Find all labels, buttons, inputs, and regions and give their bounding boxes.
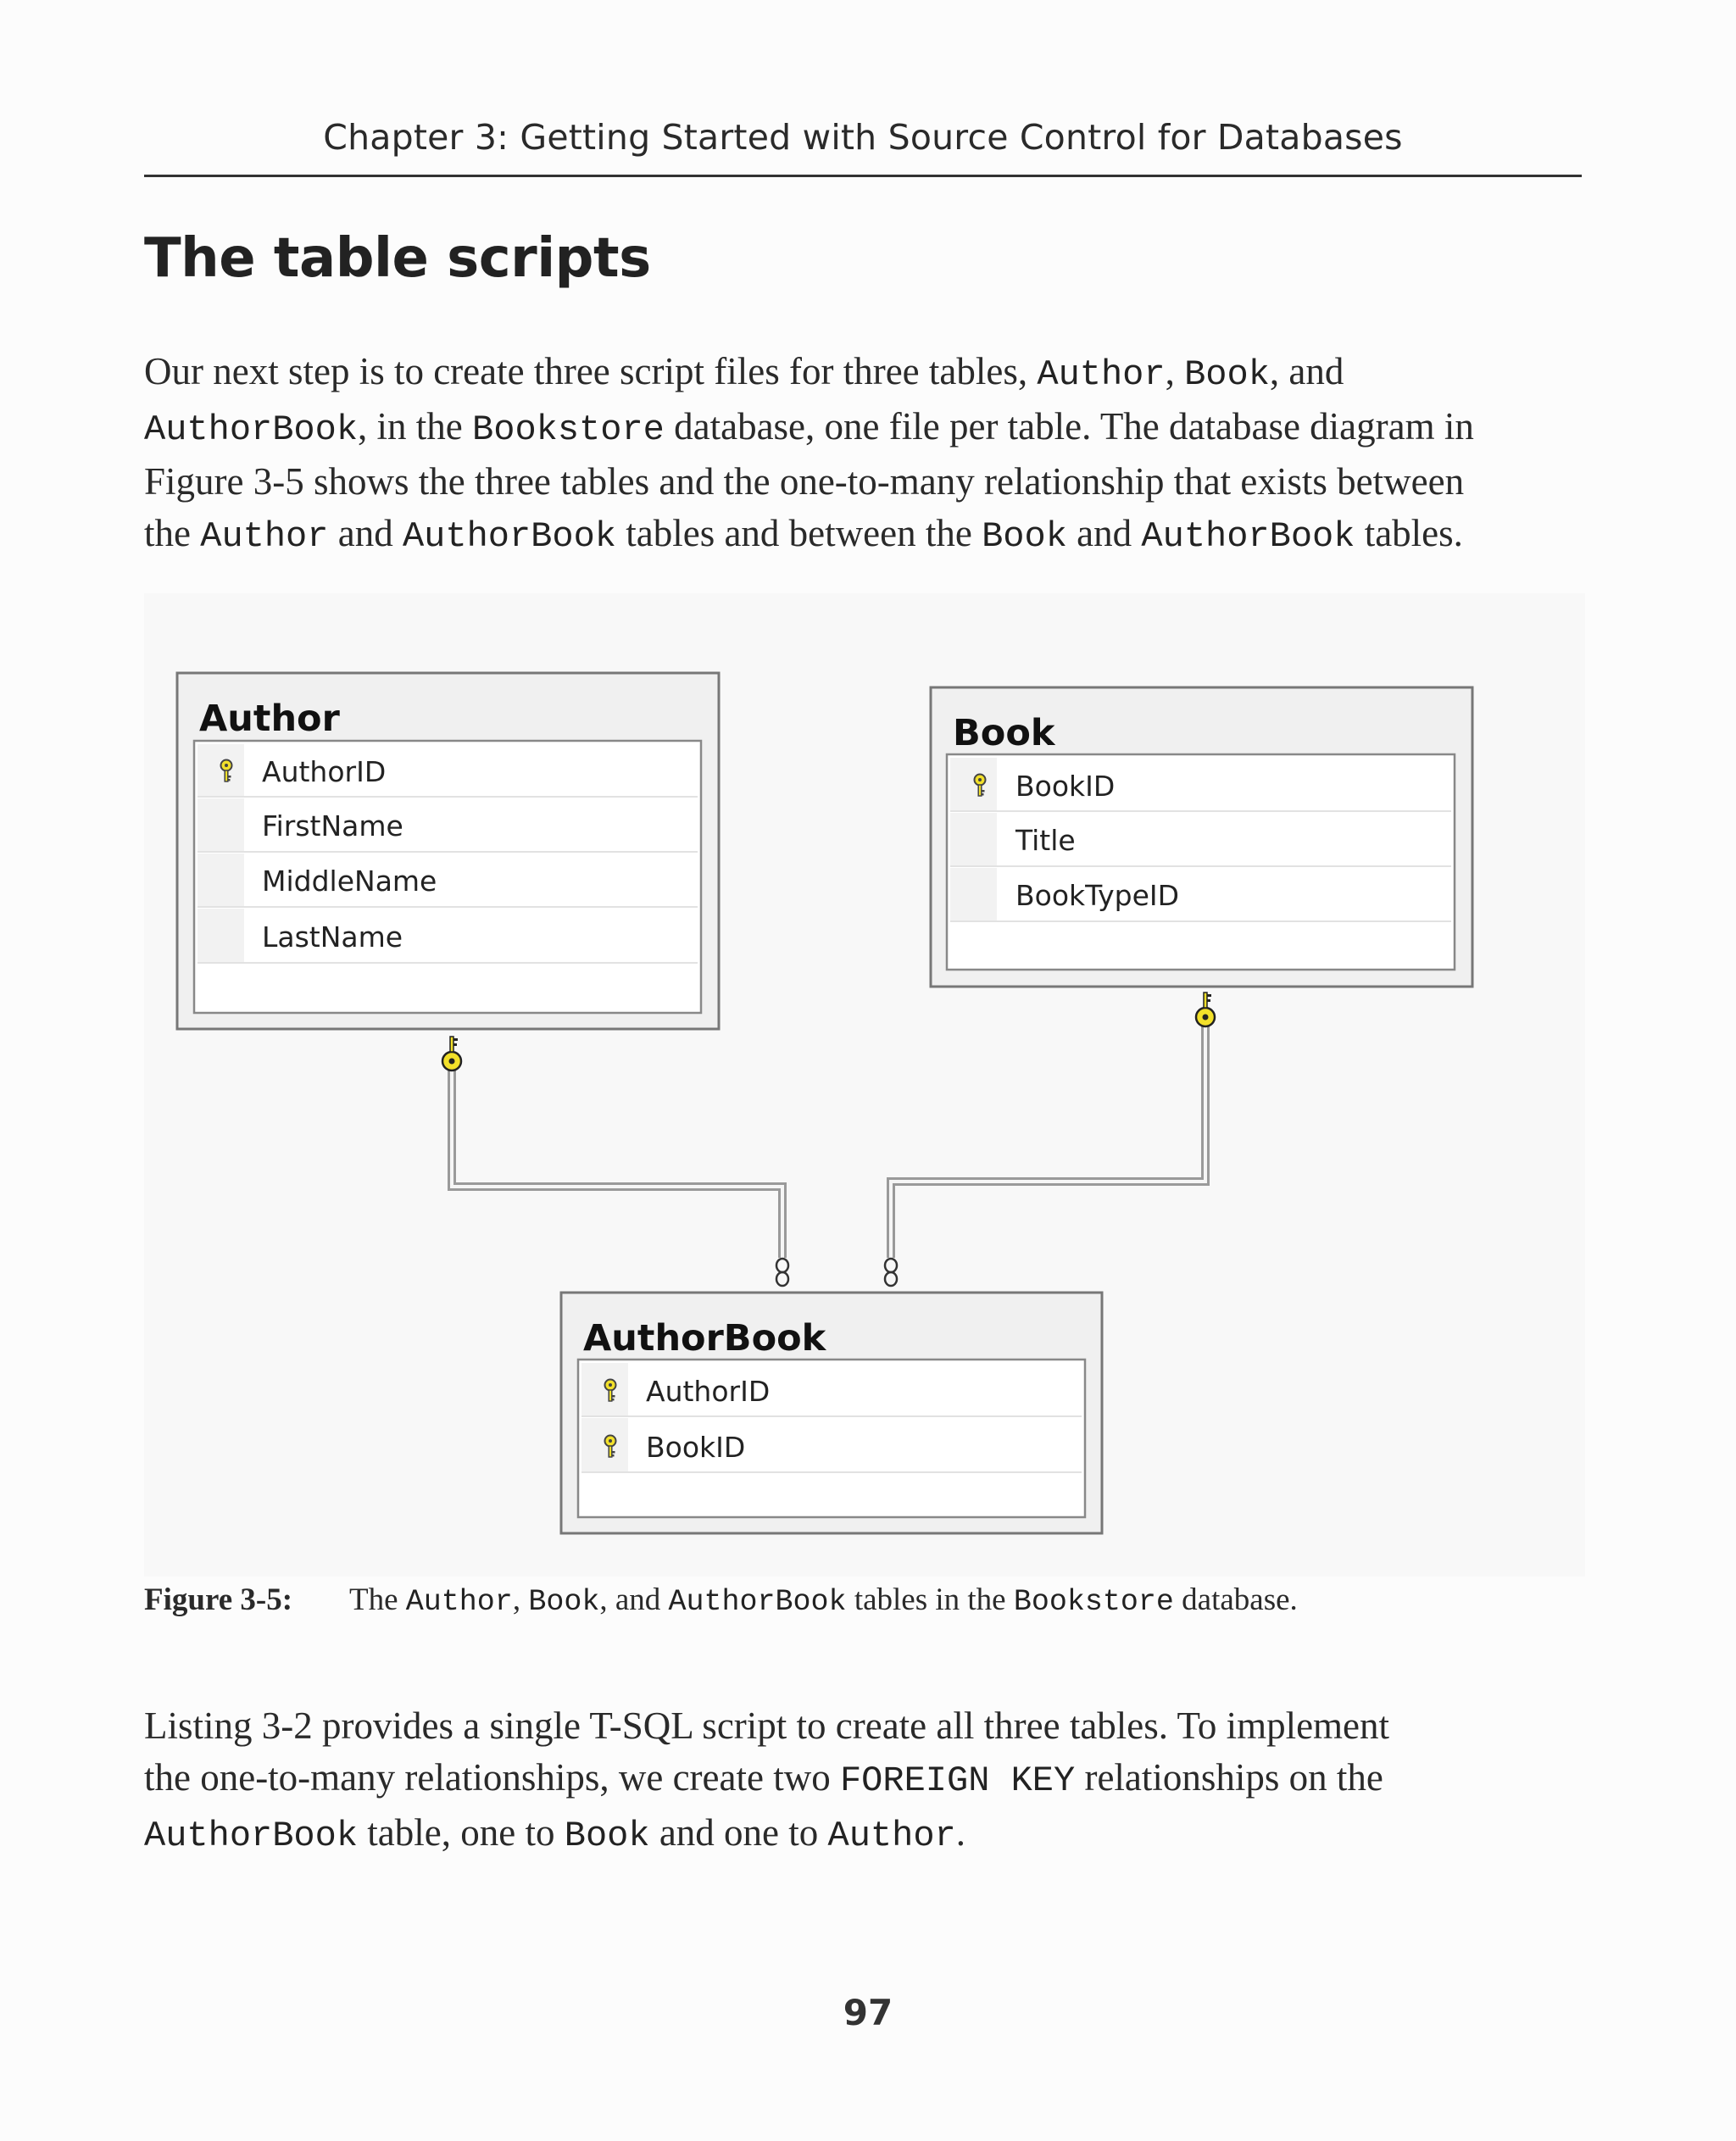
intro-line-3: Figure 3-5 shows the three tables and the one-to-many relationship that exists between — [144, 460, 1465, 503]
listing-text: and one to — [659, 1811, 819, 1854]
intro-and: , and — [1269, 350, 1344, 392]
caption-comma: , — [512, 1582, 521, 1617]
caption-text: tables in the — [854, 1582, 1006, 1617]
intro-text: database, one file per table. The database diagram in — [674, 405, 1474, 448]
column-name: AuthorID — [262, 755, 387, 788]
code-author: Author — [1037, 354, 1166, 395]
caption-text: database. — [1182, 1582, 1298, 1617]
code-author: Author — [200, 516, 329, 557]
code-authorbook: AuthorBook — [1141, 516, 1355, 557]
column-name: MiddleName — [262, 865, 437, 898]
column-name: Title — [1015, 824, 1076, 857]
column-name: LastName — [262, 920, 403, 954]
intro-comma: , — [1165, 350, 1175, 392]
intro-text: tables and between the — [626, 512, 972, 554]
section-title: The table scripts — [144, 227, 651, 290]
code-bookstore: Bookstore — [472, 409, 665, 450]
many-end-infinity-icon — [776, 1259, 788, 1286]
code-authorbook: AuthorBook — [144, 409, 359, 450]
intro-text: , in the — [358, 405, 463, 448]
table-authorbook — [561, 1293, 1102, 1533]
listing-text: table, one to — [367, 1811, 555, 1854]
one-end-key-icon — [1196, 993, 1215, 1026]
table-name: Author — [199, 698, 340, 740]
listing-line-3 — [144, 1807, 1389, 1862]
table-book — [931, 687, 1472, 987]
page-number: 97 — [843, 1992, 893, 2033]
code-author: Author — [405, 1585, 513, 1619]
running-header: Chapter 3: Getting Started with Source Control for Databases — [323, 117, 1403, 158]
listing-text: relationships on the — [1084, 1756, 1383, 1799]
listing-paragraph — [144, 1700, 1389, 1862]
relationship-author-authorbook — [442, 1037, 788, 1286]
figure-label: Figure 3-5: — [144, 1582, 293, 1617]
code-author: Author — [827, 1816, 956, 1856]
figure-caption — [144, 1582, 1298, 1619]
intro-text: the — [144, 512, 191, 554]
code-bookstore: Bookstore — [1013, 1585, 1174, 1619]
table-name: Book — [953, 712, 1055, 754]
caption-and: , and — [599, 1582, 661, 1617]
code-foreign-key: FOREIGN KEY — [839, 1760, 1076, 1801]
code-book: Book — [1184, 354, 1270, 395]
many-end-infinity-icon — [885, 1259, 897, 1286]
listing-text: the one-to-many relationships, we create two — [144, 1756, 831, 1799]
column-name: BookID — [1015, 770, 1116, 803]
listing-line-1: Listing 3-2 provides a single T-SQL script to create all three tables. To implement — [144, 1704, 1390, 1747]
column-name: BookID — [646, 1431, 746, 1464]
intro-text: Our next step is to create three script files for three tables, — [144, 350, 1028, 392]
listing-line-2 — [144, 1752, 1389, 1807]
relationship-book-authorbook — [885, 993, 1215, 1286]
caption-text: The — [349, 1582, 398, 1617]
code-authorbook: AuthorBook — [668, 1585, 847, 1619]
intro-text: and — [337, 512, 393, 554]
listing-period: . — [955, 1811, 965, 1854]
table-author — [177, 673, 719, 1029]
code-authorbook: AuthorBook — [402, 516, 616, 557]
code-book: Book — [528, 1585, 600, 1619]
code-authorbook: AuthorBook — [144, 1816, 359, 1856]
one-end-key-icon — [442, 1037, 461, 1070]
code-book: Book — [564, 1816, 650, 1856]
column-name: AuthorID — [646, 1375, 771, 1408]
column-name: FirstName — [262, 809, 403, 842]
table-name: AuthorBook — [583, 1317, 826, 1360]
column-name: BookTypeID — [1015, 879, 1180, 912]
intro-text: tables. — [1364, 512, 1463, 554]
code-book: Book — [982, 516, 1067, 557]
intro-text: and — [1077, 512, 1132, 554]
